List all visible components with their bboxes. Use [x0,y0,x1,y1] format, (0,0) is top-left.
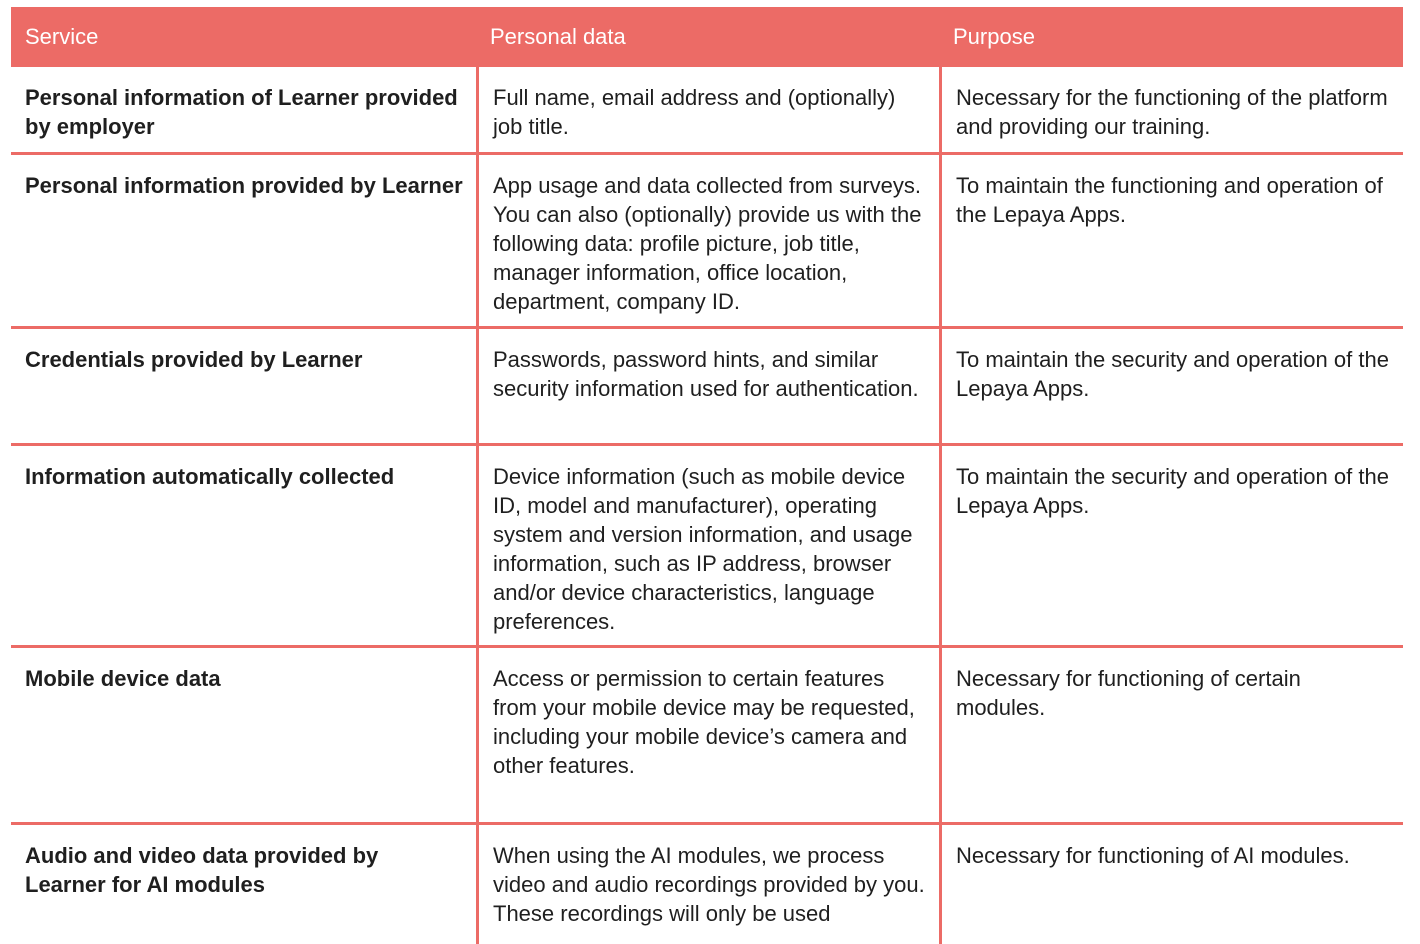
service-cell: Personal information provided by Learner [25,173,463,198]
personal-data-cell: App usage and data collected from surveys. You can also (optionally) provide us with the following data: profile picture, job title, manager information, office location, department, company ID. [476,155,939,326]
service-cell: Information automatically collected [25,464,395,489]
table-row [11,825,1403,944]
personal-data-cell: When using the AI modules, we process video and audio recordings provided by you. These recordings will only be used [476,825,939,944]
data-processing-table [11,7,1403,944]
purpose-cell: Necessary for the functioning of the platform and providing our training. [939,67,1403,152]
personal-data-cell: Full name, email address and (optionally) job title. [476,67,939,152]
personal-data-cell: Access or permission to certain features from your mobile device may be requested, including your mobile device’s camera and other features. [476,648,939,822]
purpose-cell: To maintain the security and operation of the Lepaya Apps. [939,329,1403,443]
purpose-cell: To maintain the security and operation of the Lepaya Apps. [939,446,1403,645]
service-cell: Audio and video data provided by Learner for AI modules [25,843,379,897]
purpose-cell: Necessary for functioning of AI modules. [939,825,1403,944]
service-cell: Personal information of Learner provided by employer [25,85,458,139]
table-header-row [11,7,1403,67]
personal-data-cell: Device information (such as mobile device ID, model and manufacturer), operating system and version information, and usage information, such as IP address, browser and/or device characteristics, language preferences. [476,446,939,645]
table-row [11,155,1403,329]
purpose-cell: To maintain the functioning and operation of the Lepaya Apps. [939,155,1403,326]
header-service: Service [25,24,99,49]
table-row [11,446,1403,648]
service-cell: Credentials provided by Learner [25,347,363,372]
purpose-cell: Necessary for functioning of certain modules. [939,648,1403,822]
personal-data-cell: Passwords, password hints, and similar security information used for authentication. [476,329,939,443]
service-cell: Mobile device data [25,666,221,691]
header-personal-data: Personal data [490,24,626,49]
table-row [11,329,1403,446]
table-row [11,648,1403,825]
table-row [11,67,1403,155]
header-purpose: Purpose [953,24,1035,49]
